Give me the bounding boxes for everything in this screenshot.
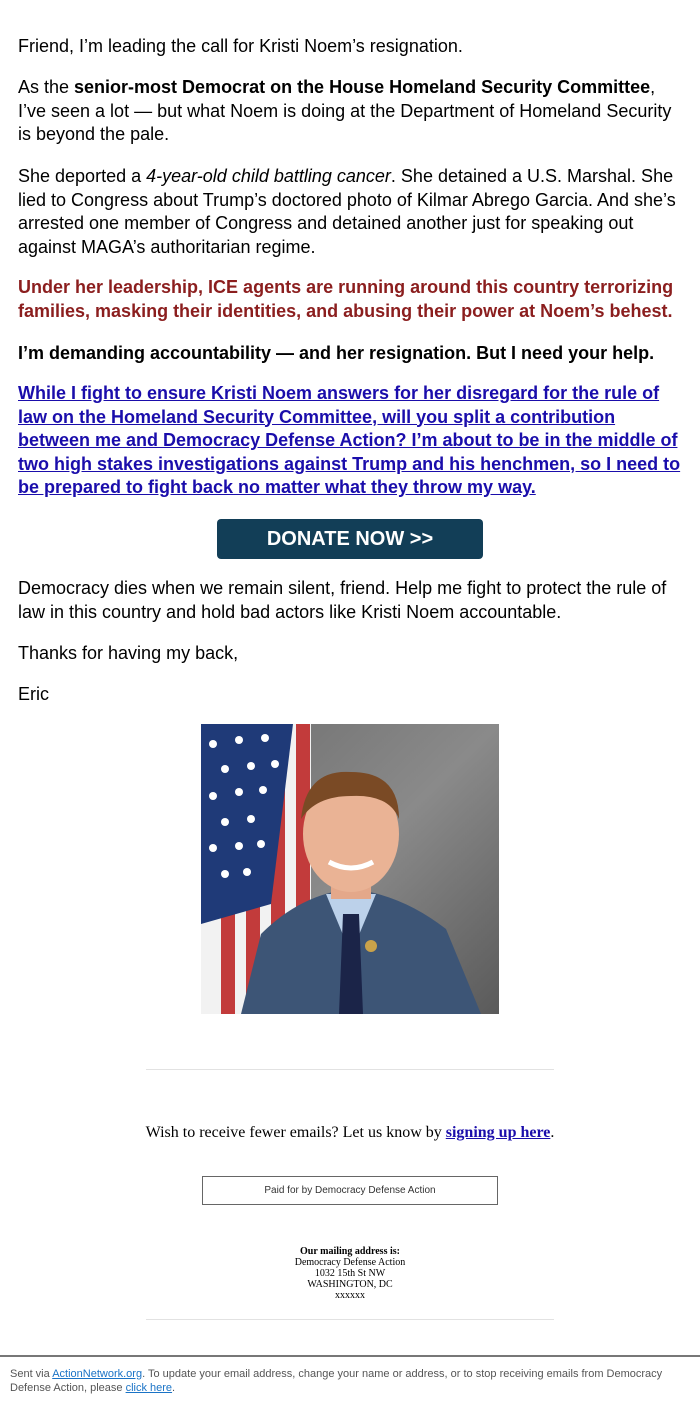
portrait-image [201, 724, 499, 1014]
paragraph-greeting: Friend, I’m leading the call for Kristi Noem’s resignation. [18, 36, 463, 56]
mailing-title: Our mailing address is: [300, 1246, 400, 1257]
paragraph-senior [18, 76, 686, 147]
actionnetwork-link[interactable]: ActionNetwork.org [52, 1368, 143, 1380]
mailing-line: 1032 15th St NW [314, 1268, 386, 1279]
mailing-line: xxxxxx [335, 1290, 365, 1301]
p3-italic: 4-year-old child battling cancer [146, 166, 391, 186]
divider-top [146, 1069, 554, 1070]
click-here-link[interactable]: click here [125, 1382, 173, 1394]
sent-post: . [172, 1382, 176, 1394]
sent-pre: Sent via [10, 1368, 53, 1380]
paragraph-democracy: Democracy dies when we remain silent, friend. Help me fight to protect the rule of law in this country and hold bad actors like Kristi Noem accountable. [18, 578, 667, 622]
sent-mid: . To update your email address, change your name or address, or to stop receiving emails from Democracy Defense Action, please [10, 1368, 663, 1394]
paragraph-contribute [18, 382, 686, 500]
donate-now-button[interactable]: DONATE NOW >> [217, 519, 483, 559]
fewer-pre: Wish to receive fewer emails? Let us know by [145, 1124, 446, 1141]
p2-post: , I’ve seen a lot — but what Noem is doing at the Department of Homeland Security is beyond the pale. [18, 77, 672, 144]
p2-bold: senior-most Democrat on the House Homeland Security Committee [74, 77, 651, 97]
portrait-photo [201, 724, 499, 1014]
paragraph-accountability: I’m demanding accountability — and her resignation. But I need your help. [18, 343, 655, 363]
divider-bottom [146, 1319, 554, 1320]
p2-pre: As the [18, 77, 75, 97]
fewer-emails-text [0, 1124, 700, 1142]
paragraph-deported [18, 165, 686, 259]
contribute-link[interactable]: While I fight to ensure Kristi Noem answers for her disregard for the rule of law on the Homeland Security Committee, will you split a contribution between me and Democracy Defense Action? I’m about to be in the middle of two high stakes investigations against Trump and his henchmen, so I need to be prepared to fight back no matter what they throw my way. [18, 383, 681, 497]
fewer-post: . [550, 1124, 555, 1141]
p3-post: . She detained a U.S. Marshal. She lied to Congress about Trump’s doctored photo of Kilmar Abrego Garcia. And she’s arrested one member of Congress and detained another just for speaking out against MAGA’s authoritarian regime. [18, 166, 676, 257]
paragraph-ice: Under her leadership, ICE agents are running around this country terrorizing families, masking their identities, and abusing their power at Noem’s behest. [18, 277, 674, 321]
mailing-address [0, 1246, 700, 1301]
signing-up-link[interactable]: signing up here [445, 1124, 551, 1141]
signature: Eric [18, 684, 49, 704]
mailing-line: WASHINGTON, DC [307, 1279, 393, 1290]
paragraph-thanks: Thanks for having my back, [18, 643, 239, 663]
sent-via-footer [0, 1355, 700, 1395]
mailing-line: Democracy Defense Action [294, 1257, 406, 1268]
p3-pre: She deported a [18, 166, 147, 186]
paid-for-box: Paid for by Democracy Defense Action [202, 1176, 498, 1205]
